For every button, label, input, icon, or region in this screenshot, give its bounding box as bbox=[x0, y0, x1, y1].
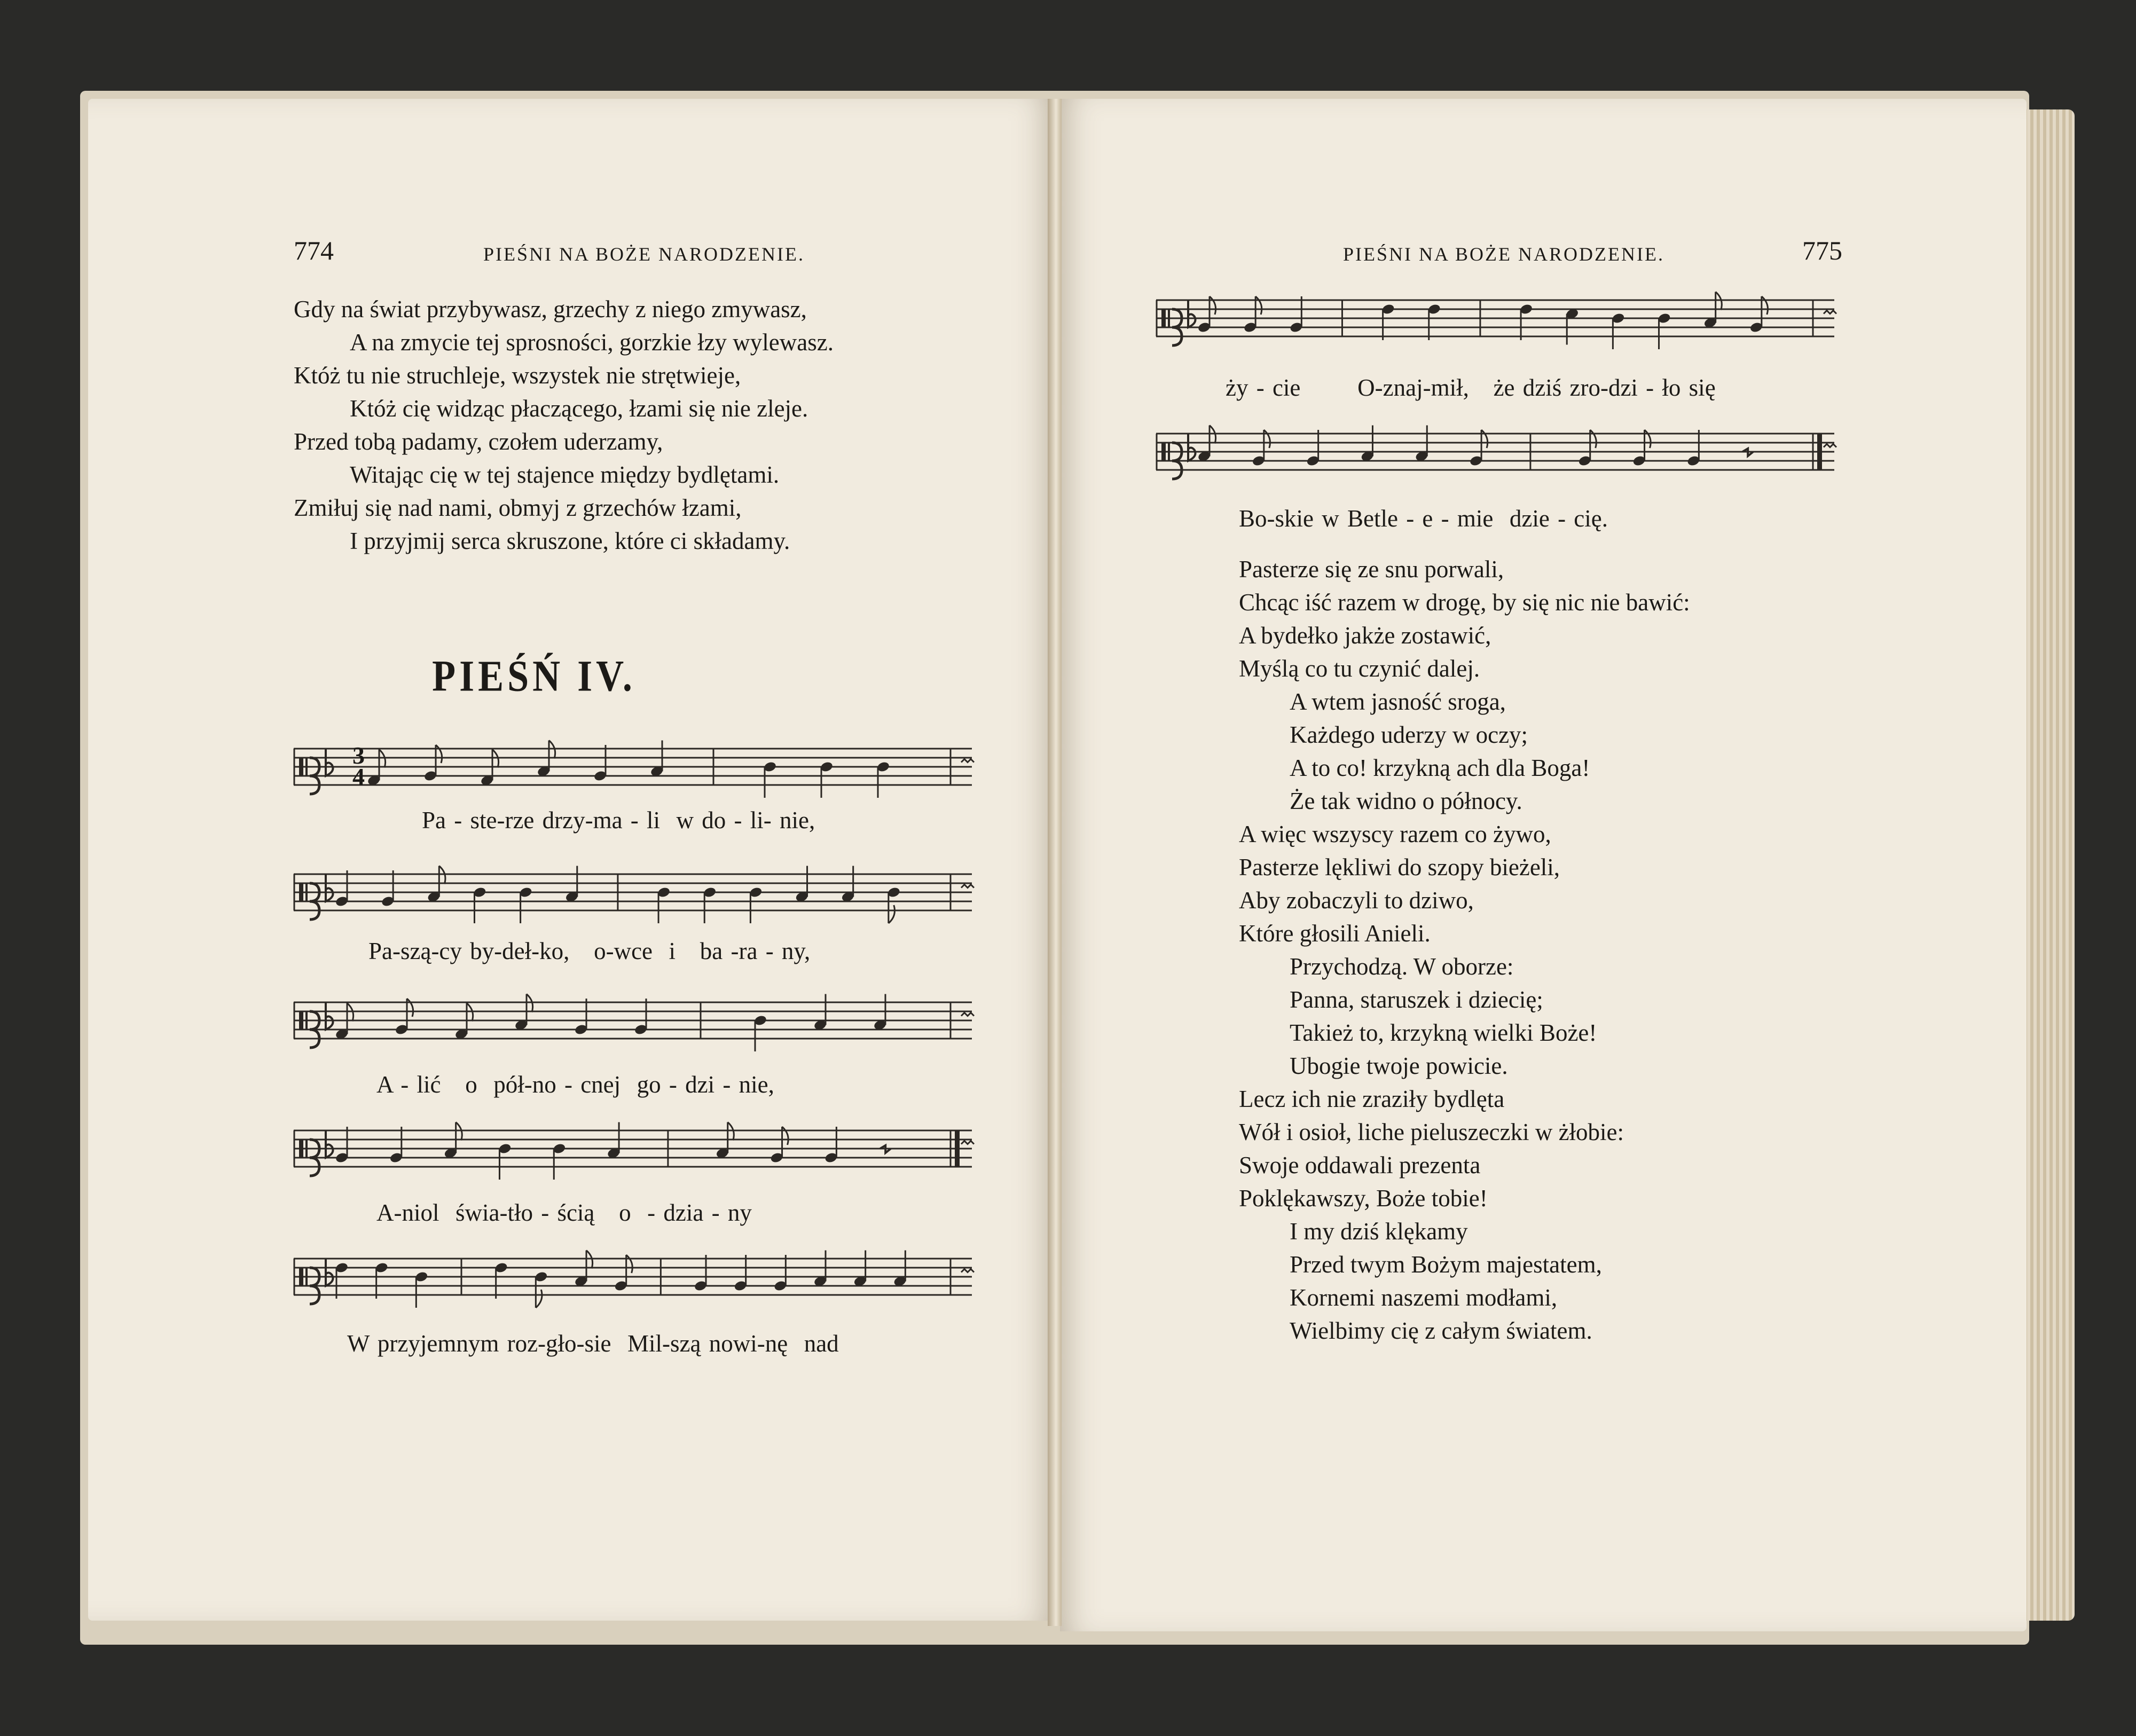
verse-line: Które głosili Anieli. bbox=[1239, 920, 1431, 947]
verse-line: Myślą co tu czynić dalej. bbox=[1239, 655, 1480, 682]
verse-line: A na zmycie tej sprosności, gorzkie łzy wylewasz. bbox=[350, 329, 834, 356]
music-staff bbox=[294, 1119, 983, 1183]
verse-line: Pasterze się ze snu porwali, bbox=[1239, 556, 1504, 583]
music-lyric-line: Bo-skie w Betle - e - mie dzie - cię. bbox=[1239, 505, 1608, 532]
music-lyric-line: ży - cie O-znaj-mił, że dziś zro-dzi - ło się bbox=[1226, 374, 1716, 401]
verse-line: Swoje oddawali prezenta bbox=[1239, 1152, 1481, 1179]
verse-line: Ubogie twoje powicie. bbox=[1290, 1052, 1508, 1079]
verse-line: Przed tobą padamy, czołem uderzamy, bbox=[294, 428, 663, 455]
verse-line: Lecz ich nie zraziły bydlęta bbox=[1239, 1086, 1505, 1112]
time-signature-top: 3 bbox=[352, 742, 365, 769]
verse-line: Że tak widno o północy. bbox=[1290, 788, 1522, 814]
page-edges bbox=[2024, 109, 2075, 1621]
verse-line: Wół i osioł, liche pieluszeczki w żłobie: bbox=[1239, 1119, 1624, 1145]
music-staff bbox=[1156, 288, 1845, 352]
verse-line: A to co! krzykną ach dla Boga! bbox=[1290, 755, 1590, 781]
verse-line: A bydełko jakże zostawić, bbox=[1239, 622, 1491, 649]
verse-line: A więc wszyscy razem co żywo, bbox=[1239, 821, 1551, 847]
music-staff bbox=[294, 1247, 983, 1311]
music-staff bbox=[294, 737, 983, 801]
song-title: PIEŚŃ IV. bbox=[432, 651, 636, 701]
verse-line: Pasterze lękliwi do szopy bieżeli, bbox=[1239, 854, 1560, 881]
verse-line: Wielbimy cię z całym światem. bbox=[1290, 1317, 1592, 1344]
verse-line: Panna, staruszek i dziecię; bbox=[1290, 986, 1543, 1013]
verse-line: Któż cię widząc płaczącego, łzami się nie zleje. bbox=[350, 395, 808, 422]
music-lyric-line: W przyjemnym roz-gło-sie Mil-szą nowi-nę nad bbox=[347, 1330, 839, 1357]
verse-line: Przychodzą. W oborze: bbox=[1290, 953, 1514, 980]
verse-line: A wtem jasność sroga, bbox=[1290, 688, 1506, 715]
verse-line: Gdy na świat przybywasz, grzechy z niego zmywasz, bbox=[294, 296, 807, 323]
right-verse bbox=[1239, 553, 1690, 1347]
verse-line: Witając cię w tej stajence między bydlętami. bbox=[350, 461, 780, 488]
verse-line: Chcąc iść razem w drogę, by się nic nie bawić: bbox=[1239, 589, 1690, 616]
verse-line: I my dziś klękamy bbox=[1290, 1218, 1468, 1245]
verse-line: Poklękawszy, Boże tobie! bbox=[1239, 1185, 1488, 1212]
right-running-head: PIEŚNI NA BOŻE NARODZENIE. bbox=[1343, 243, 1664, 265]
left-page-number: 774 bbox=[294, 235, 334, 265]
right-page-number: 775 bbox=[1802, 235, 1842, 265]
left-verse bbox=[294, 293, 834, 557]
verse-line: I przyjmij serca skruszone, które ci składamy. bbox=[350, 528, 790, 554]
time-signature-bottom: 4 bbox=[352, 763, 365, 790]
music-staff bbox=[1156, 422, 1845, 486]
book-gutter bbox=[1048, 99, 1062, 1626]
verse-line: Takież to, krzykną wielki Boże! bbox=[1290, 1019, 1597, 1046]
music-staff bbox=[294, 991, 983, 1055]
verse-line: Zmiłuj się nad nami, obmyj z grzechów łzami, bbox=[294, 494, 742, 521]
verse-line: Każdego uderzy w oczy; bbox=[1290, 721, 1528, 748]
music-staff bbox=[294, 862, 983, 926]
music-lyric-line: A-niol świa-tło - ścią o - dzia - ny bbox=[376, 1199, 752, 1226]
music-lyric-line: Pa-szą-cy by-deł-ko, o-wce i ba -ra - ny, bbox=[368, 938, 811, 964]
left-running-head: PIEŚNI NA BOŻE NARODZENIE. bbox=[483, 243, 805, 265]
verse-line: Któż tu nie struchleje, wszystek nie strętwieje, bbox=[294, 362, 741, 389]
verse-line: Kornemi naszemi modłami, bbox=[1290, 1284, 1558, 1311]
music-lyric-line: A - lić o pół-no - cnej go - dzi - nie, bbox=[376, 1071, 774, 1098]
verse-line: Przed twym Bożym majestatem, bbox=[1290, 1251, 1602, 1278]
music-lyric-line: Pa - ste-rze drzy-ma - li w do - li- nie, bbox=[422, 807, 815, 834]
verse-line: Aby zobaczyli to dziwo, bbox=[1239, 887, 1474, 914]
